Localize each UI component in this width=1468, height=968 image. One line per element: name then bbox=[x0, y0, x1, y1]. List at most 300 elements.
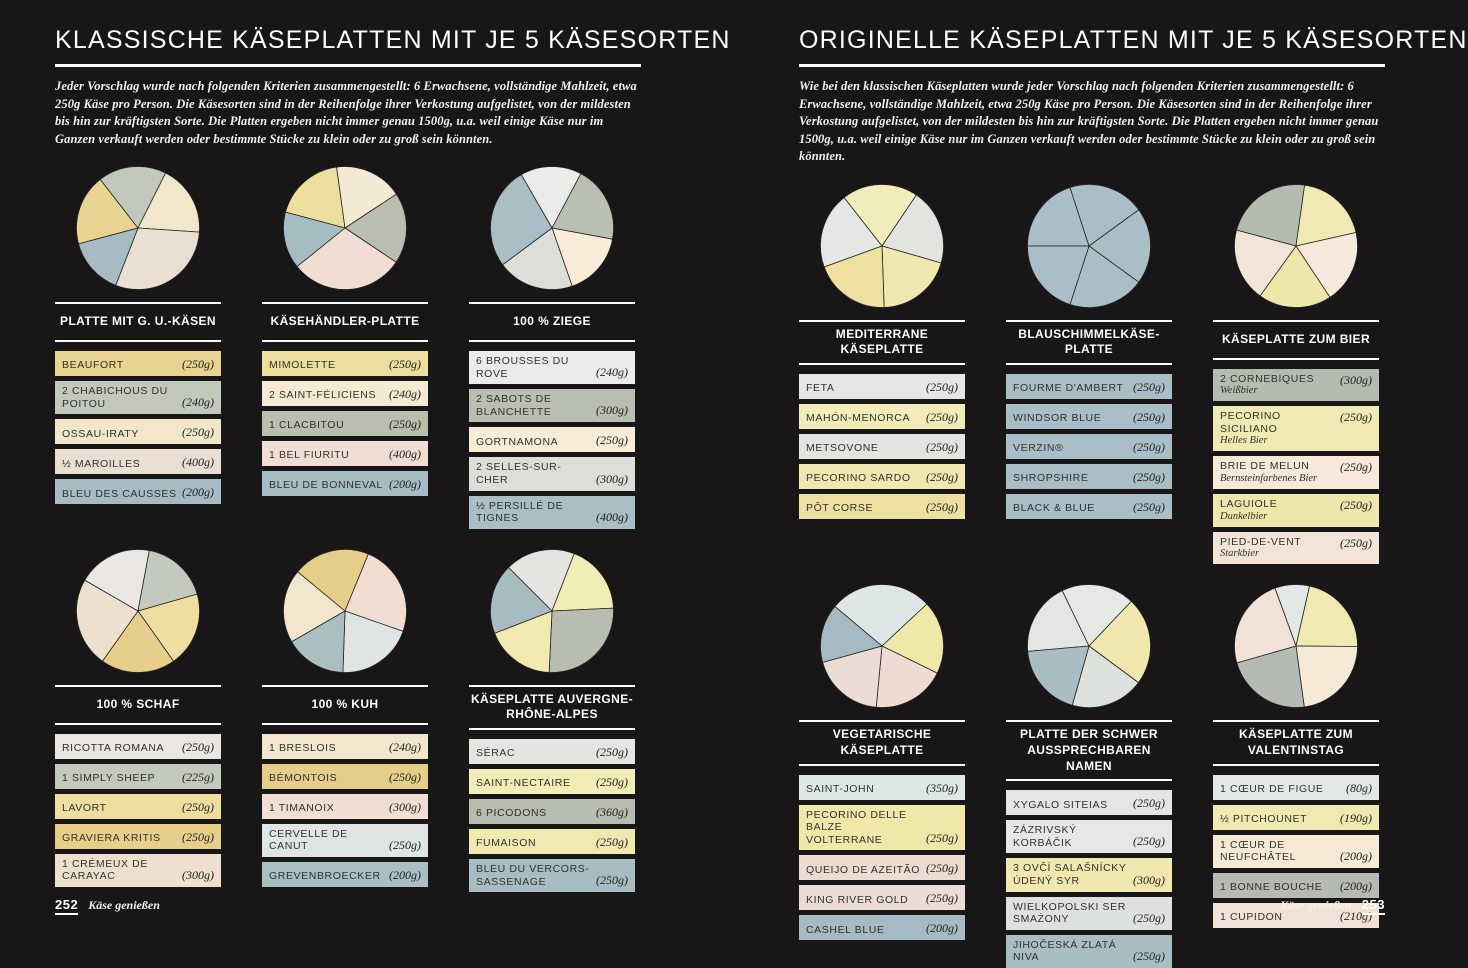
cheese-weight: (210g) bbox=[1340, 908, 1372, 923]
pie-chart bbox=[1006, 178, 1172, 314]
cheese-row-text bbox=[806, 442, 879, 455]
cheese-row-text bbox=[476, 863, 591, 888]
cheese-row-text bbox=[1013, 824, 1128, 849]
cheese-name: CERVELLE DE CANUT bbox=[269, 827, 348, 853]
page-number: 253 bbox=[1362, 897, 1385, 915]
platter-grid bbox=[799, 178, 1385, 968]
cheese-row bbox=[55, 764, 221, 789]
cheese-name: MAHÓN-MENORCA bbox=[806, 412, 911, 425]
platter-title: KÄSEPLATTE ZUM BIER bbox=[1221, 331, 1371, 346]
cheese-row-text bbox=[62, 858, 177, 883]
cheese-row bbox=[1006, 404, 1172, 429]
cheese-name: GREVENBROECKER bbox=[269, 870, 381, 883]
cheese-row-text bbox=[1013, 502, 1095, 515]
pie-chart bbox=[55, 160, 221, 296]
cheese-weight: (200g) bbox=[389, 867, 421, 882]
platter-card bbox=[799, 578, 965, 968]
cheese-weight: (250g) bbox=[182, 829, 214, 844]
cheese-weight: (200g) bbox=[182, 485, 214, 500]
cheese-weight: (250g) bbox=[596, 774, 628, 789]
cheese-row-text bbox=[269, 772, 337, 785]
cheese-name: FUMAISON bbox=[476, 837, 537, 850]
cheese-row-text bbox=[269, 389, 376, 402]
page-title: KLASSISCHE KÄSEPLATTEN MIT JE 5 KÄSESORTEN bbox=[55, 26, 731, 54]
cheese-row-text bbox=[1220, 498, 1277, 523]
cheese-name: QUEIJO DE AZEITÃO bbox=[806, 863, 921, 876]
cheese-name: PECORINO SICILIANO bbox=[1220, 410, 1281, 435]
cheese-row-text bbox=[62, 359, 124, 372]
cheese-row bbox=[799, 915, 965, 940]
cheese-row bbox=[1006, 935, 1172, 968]
platter-title: KÄSEHÄNDLER-PLATTE bbox=[270, 314, 420, 329]
platter-title-block bbox=[1213, 320, 1379, 360]
pie-chart bbox=[799, 178, 965, 314]
cheese-weight: (250g) bbox=[1133, 910, 1165, 925]
cheese-row-text bbox=[806, 382, 834, 395]
cheese-row-text bbox=[62, 742, 164, 755]
cheese-row bbox=[469, 739, 635, 764]
pie-chart bbox=[55, 543, 221, 679]
platter-grid bbox=[55, 160, 641, 892]
cheese-row bbox=[1006, 790, 1172, 815]
cheese-row bbox=[1213, 406, 1379, 451]
cheese-weight: (250g) bbox=[926, 469, 958, 484]
pie-chart bbox=[469, 543, 635, 679]
cheese-row bbox=[469, 351, 635, 384]
cheese-row-text bbox=[269, 479, 383, 492]
cheese-weight: (250g) bbox=[1133, 499, 1165, 514]
cheese-row bbox=[55, 824, 221, 849]
cheese-weight: (300g) bbox=[1133, 872, 1165, 887]
cheese-row-text bbox=[806, 924, 885, 937]
cheese-weight: (250g) bbox=[926, 831, 958, 846]
cheese-row-text bbox=[1013, 901, 1128, 926]
cheese-row bbox=[55, 419, 221, 444]
platter-title-block bbox=[1006, 720, 1172, 781]
cheese-weight: (250g) bbox=[596, 834, 628, 849]
cheese-row bbox=[262, 824, 428, 857]
cheese-row-text bbox=[806, 864, 920, 877]
cheese-weight: (250g) bbox=[389, 357, 421, 371]
book-title: Käse genießen bbox=[88, 898, 160, 912]
cheese-weight: (250g) bbox=[926, 861, 958, 876]
cheese-row-text bbox=[476, 747, 515, 760]
pie-slice bbox=[549, 608, 613, 672]
pie-chart-svg bbox=[1233, 183, 1359, 309]
cheese-row-text bbox=[1220, 881, 1322, 894]
platter-card bbox=[55, 160, 221, 529]
pie-chart-svg bbox=[819, 583, 945, 709]
cheese-row-text bbox=[62, 428, 139, 441]
cheese-row bbox=[55, 734, 221, 759]
cheese-name: BLEU DES CAUSSES bbox=[62, 487, 177, 500]
platter-title: 100 % ZIEGE bbox=[513, 314, 591, 329]
pie-chart-svg bbox=[1233, 583, 1359, 709]
platter-title: 100 % SCHAF bbox=[96, 696, 180, 711]
cheese-row bbox=[55, 381, 221, 414]
platter-title-block bbox=[1006, 320, 1172, 365]
platter-card bbox=[469, 543, 635, 892]
cheese-row bbox=[1213, 456, 1379, 489]
cheese-row bbox=[799, 885, 965, 910]
pie-chart bbox=[1213, 578, 1379, 714]
cheese-weight: (400g) bbox=[182, 455, 214, 470]
pie-chart-svg bbox=[75, 165, 201, 291]
page-number: 252 bbox=[55, 897, 78, 915]
divider-rule bbox=[55, 64, 641, 67]
cheese-name: OSSAU-IRATY bbox=[62, 427, 139, 440]
cheese-row bbox=[469, 829, 635, 854]
cheese-weight: (250g) bbox=[1133, 379, 1165, 394]
cheese-row-text bbox=[1220, 911, 1283, 924]
footer-right bbox=[1280, 897, 1385, 915]
cheese-name: 6 PICODONS bbox=[476, 807, 547, 820]
cheese-row bbox=[799, 855, 965, 880]
cheese-weight: (200g) bbox=[389, 477, 421, 491]
cheese-name: 2 SAINT-FÉLICIENS bbox=[269, 389, 377, 402]
pie-chart bbox=[1213, 178, 1379, 314]
cheese-name: WIELKOPOLSKI SER SMAŻONY bbox=[1013, 900, 1126, 926]
platter-card bbox=[262, 160, 428, 529]
cheese-name: 1 BONNE BOUCHE bbox=[1220, 881, 1323, 894]
cheese-name: ½ PERSILLÉ DE TIGNES bbox=[476, 499, 564, 525]
cheese-row-text bbox=[1220, 460, 1317, 485]
cheese-name: SAINT-JOHN bbox=[806, 782, 875, 795]
cheese-weight: (240g) bbox=[182, 395, 214, 410]
cheese-row-text bbox=[1220, 410, 1335, 447]
pie-chart-svg bbox=[282, 548, 408, 674]
cheese-weight: (300g) bbox=[596, 403, 628, 418]
platter-title-block bbox=[55, 685, 221, 725]
cheese-weight: (250g) bbox=[1133, 469, 1165, 484]
cheese-row bbox=[1006, 820, 1172, 853]
cheese-name: 3 OVČÍ SALAŠNÍCKY ÚDENÝ SYR bbox=[1013, 862, 1127, 887]
platter-card bbox=[262, 543, 428, 892]
cheese-list bbox=[469, 739, 635, 892]
cheese-row bbox=[469, 457, 635, 490]
pie-chart bbox=[469, 160, 635, 296]
cheese-weight: (250g) bbox=[1133, 796, 1165, 811]
cheese-name: PIED-DE-VENT bbox=[1220, 535, 1302, 548]
cheese-weight: (200g) bbox=[926, 921, 958, 936]
cheese-weight: (250g) bbox=[926, 409, 958, 424]
cheese-row bbox=[469, 769, 635, 794]
cheese-row-text bbox=[1220, 373, 1314, 398]
cheese-weight: (200g) bbox=[1340, 848, 1372, 863]
cheese-name: 1 CRÉMEUX DE CARAYAC bbox=[62, 857, 148, 883]
cheese-row-text bbox=[806, 894, 908, 907]
platter-title: 100 % KUH bbox=[311, 696, 379, 711]
cheese-name: 1 CUPIDON bbox=[1220, 911, 1283, 924]
cheese-name: BLEU DE BONNEVAL bbox=[269, 479, 383, 492]
cheese-row bbox=[262, 381, 428, 406]
cheese-name: RICOTTA ROMANA bbox=[62, 742, 165, 755]
cheese-list bbox=[469, 351, 635, 529]
cheese-name: SHROPSHIRE bbox=[1013, 472, 1089, 485]
platter-title-block bbox=[55, 302, 221, 342]
cheese-name: ZÁZRIVSKÝ KORBÁČIK bbox=[1013, 824, 1077, 849]
intro-paragraph: Jeder Vorschlag wurde nach folgenden Kriterien zusammengestellt: 6 Erwachsene, vollständige Mahlzeit, etwa 250g Käse pro Person. Die Käsesorten sind in der Reihenfolge ihrer Verkostung aufgelistet, von der mildesten bis hin zur kräftigsten Sorte. Die Platten ergeben nicht immer genau 1500g, u.a. weil einige Käse nur im Ganzen verkauft werden oder bestimmte Stücke zu klein oder zu groß sein könnten. bbox=[55, 79, 637, 146]
cheese-name: METSOVONE bbox=[806, 442, 879, 455]
platter-title-block bbox=[469, 302, 635, 342]
cheese-weight: (250g) bbox=[926, 379, 958, 394]
cheese-name: LAVORT bbox=[62, 802, 107, 815]
cheese-row-text bbox=[476, 436, 558, 449]
beer-pairing-label: Weißbier bbox=[1220, 385, 1258, 397]
cheese-name: PECORINO DELLE BALZE VOLTERRANE bbox=[806, 808, 907, 846]
cheese-name: GRAVIERA KRITIS bbox=[62, 832, 161, 845]
cheese-row bbox=[1213, 805, 1379, 830]
cheese-row bbox=[1006, 464, 1172, 489]
cheese-weight: (225g) bbox=[182, 769, 214, 784]
cheese-name: 1 CLACBITOU bbox=[269, 419, 345, 432]
cheese-row-text bbox=[476, 355, 591, 380]
platter-title: KÄSEPLATTE AUVERGNE-RHÔNE-ALPES bbox=[470, 691, 633, 722]
cheese-name: BEAUFORT bbox=[62, 359, 124, 372]
pie-chart bbox=[1006, 578, 1172, 714]
cheese-list bbox=[55, 351, 221, 504]
cheese-row bbox=[1213, 873, 1379, 898]
cheese-row bbox=[799, 374, 965, 399]
platter-title: BLAUSCHIMMELKÄSE-PLATTE bbox=[1018, 326, 1160, 357]
cheese-name: SÉRAC bbox=[476, 747, 516, 760]
cheese-row bbox=[55, 794, 221, 819]
cheese-row-text bbox=[1220, 813, 1307, 826]
cheese-list bbox=[1213, 369, 1379, 565]
cheese-weight: (240g) bbox=[389, 739, 421, 754]
cheese-row-text bbox=[269, 742, 336, 755]
cheese-name: 1 TIMANOIX bbox=[269, 802, 335, 815]
cheese-row-text bbox=[62, 802, 107, 815]
cheese-row-text bbox=[62, 772, 155, 785]
cheese-row-text bbox=[1013, 862, 1128, 887]
cheese-row-text bbox=[1013, 412, 1101, 425]
cheese-name: LAGUIOLE bbox=[1220, 498, 1278, 511]
cheese-weight: (250g) bbox=[926, 499, 958, 514]
cheese-row bbox=[262, 441, 428, 466]
platter-title: MEDITERRANE KÄSEPLATTE bbox=[835, 326, 929, 357]
cheese-weight: (250g) bbox=[1340, 460, 1372, 475]
cheese-weight: (250g) bbox=[1133, 948, 1165, 963]
platter-title: KÄSEPLATTE ZUM VALENTINSTAG bbox=[1238, 727, 1354, 757]
cheese-name: BÉMONTOIS bbox=[269, 772, 338, 785]
platter-title: VEGETARISCHE KÄSEPLATTE bbox=[832, 727, 932, 757]
pie-chart-svg bbox=[489, 165, 615, 291]
cheese-name: SAINT-NECTAIRE bbox=[476, 777, 571, 790]
platter-title-block bbox=[262, 302, 428, 342]
pie-chart-svg bbox=[75, 548, 201, 674]
cheese-row bbox=[1213, 369, 1379, 402]
cheese-weight: (250g) bbox=[182, 739, 214, 754]
beer-pairing-label: Starkbier bbox=[1220, 548, 1260, 560]
cheese-name: 1 BRESLOIS bbox=[269, 742, 337, 755]
cheese-row-text bbox=[1220, 783, 1324, 796]
cheese-row bbox=[1213, 835, 1379, 868]
cheese-weight: (250g) bbox=[182, 357, 214, 371]
cheese-name: BLACK & BLUE bbox=[1013, 502, 1095, 515]
cheese-weight: (250g) bbox=[1133, 439, 1165, 454]
cheese-row bbox=[799, 805, 965, 851]
pie-chart bbox=[799, 578, 965, 714]
cheese-row bbox=[262, 411, 428, 436]
cheese-name: 1 CŒUR DE FIGUE bbox=[1220, 782, 1324, 795]
cheese-weight: (250g) bbox=[1133, 409, 1165, 424]
cheese-row-text bbox=[476, 461, 591, 486]
cheese-weight: (80g) bbox=[1346, 780, 1372, 795]
cheese-row bbox=[1213, 775, 1379, 800]
cheese-name: BLEU DU VERCORS-SASSENAGE bbox=[476, 862, 590, 888]
cheese-row bbox=[55, 449, 221, 474]
cheese-row bbox=[799, 434, 965, 459]
platter-card bbox=[1213, 178, 1379, 565]
cheese-row bbox=[55, 351, 221, 376]
cheese-name: 2 CORNEBIQUES bbox=[1220, 372, 1315, 385]
platter-title-block bbox=[799, 320, 965, 365]
beer-pairing-label: Helles Bier bbox=[1220, 435, 1268, 447]
cheese-row-text bbox=[269, 828, 384, 853]
cheese-list bbox=[1006, 790, 1172, 968]
cheese-weight: (250g) bbox=[596, 873, 628, 888]
cheese-row bbox=[469, 496, 635, 529]
cheese-weight: (250g) bbox=[389, 837, 421, 852]
cheese-name: 1 SIMPLY SHEEP bbox=[62, 772, 156, 785]
pie-chart bbox=[262, 160, 428, 296]
cheese-name: 2 SABOTS DE BLANCHETTE bbox=[476, 393, 552, 418]
cheese-weight: (190g) bbox=[1340, 810, 1372, 825]
cheese-row bbox=[799, 464, 965, 489]
cheese-weight: (250g) bbox=[182, 799, 214, 814]
cheese-name: JIHOČESKÁ ZLATÁ NIVA bbox=[1013, 938, 1117, 964]
cheese-row-text bbox=[1013, 472, 1088, 485]
cheese-row bbox=[1213, 532, 1379, 565]
cheese-row-text bbox=[1013, 939, 1128, 964]
cheese-name: FETA bbox=[806, 382, 835, 395]
cheese-name: ½ MAROILLES bbox=[62, 457, 141, 470]
cheese-weight: (400g) bbox=[596, 509, 628, 524]
cheese-row bbox=[799, 775, 965, 800]
intro-paragraph: Wie bei den klassischen Käseplatten wurde jeder Vorschlag nach folgenden Kriterien zusammengestellt: 6 Erwachsene, vollständige Mahlzeit, etwa 250g Käse pro Person. Die Käsesorten sind in der Reihenfolge ihrer Verkostung aufgelistet, von der mildesten bis hin zur kräftigsten Sorte. Die Platten ergeben nicht immer genau 1500g, u.a. weil einige Käse nur im Ganzen verkauft werden oder bestimmte Stücke zu klein oder zu groß sein könnten. bbox=[799, 79, 1379, 163]
cheese-weight: (250g) bbox=[1133, 834, 1165, 849]
cheese-row-text bbox=[1013, 799, 1108, 812]
cheese-weight: (240g) bbox=[596, 365, 628, 380]
cheese-name: 6 BROUSSES DU ROVE bbox=[476, 355, 569, 380]
cheese-weight: (250g) bbox=[1340, 410, 1372, 425]
footer-left bbox=[55, 897, 160, 915]
beer-pairing-label: Bernsteinfarbenes Bier bbox=[1220, 473, 1318, 484]
cheese-name: 2 SELLES-SUR-CHER bbox=[476, 461, 562, 486]
cheese-row bbox=[262, 794, 428, 819]
pie-chart bbox=[262, 543, 428, 679]
cheese-weight: (300g) bbox=[182, 867, 214, 882]
cheese-row-text bbox=[806, 502, 873, 515]
cheese-row-text bbox=[1220, 839, 1335, 864]
pie-chart-svg bbox=[819, 183, 945, 309]
cheese-row-text bbox=[1013, 382, 1124, 395]
cheese-row-text bbox=[62, 488, 177, 501]
cheese-row bbox=[262, 764, 428, 789]
cheese-list bbox=[262, 351, 428, 496]
cheese-name: KING RIVER GOLD bbox=[806, 893, 909, 906]
cheese-row-text bbox=[62, 458, 140, 471]
cheese-weight: (250g) bbox=[926, 891, 958, 906]
cheese-row bbox=[1006, 858, 1172, 891]
cheese-row bbox=[469, 799, 635, 824]
cheese-name: FOURME D'AMBERT bbox=[1013, 382, 1124, 395]
pie-chart-svg bbox=[1026, 583, 1152, 709]
cheese-row-text bbox=[269, 419, 344, 432]
platter-card bbox=[469, 160, 635, 529]
cheese-row bbox=[469, 389, 635, 422]
cheese-row-text bbox=[269, 359, 336, 372]
cheese-row bbox=[262, 862, 428, 887]
cheese-list bbox=[262, 734, 428, 887]
page-title: ORIGINELLE KÄSEPLATTEN MIT JE 5 KÄSESORTEN bbox=[799, 26, 1468, 54]
platter-title-block bbox=[1213, 720, 1379, 765]
cheese-weight: (250g) bbox=[1340, 498, 1372, 513]
cheese-weight: (300g) bbox=[389, 799, 421, 814]
cheese-row-text bbox=[1013, 442, 1063, 455]
cheese-row-text bbox=[476, 500, 591, 525]
cheese-weight: (250g) bbox=[389, 417, 421, 431]
cheese-row-text bbox=[269, 802, 334, 815]
platter-card bbox=[55, 543, 221, 892]
platter-title-block bbox=[262, 685, 428, 725]
cheese-row-text bbox=[806, 412, 910, 425]
cheese-weight: (250g) bbox=[596, 433, 628, 448]
cheese-weight: (250g) bbox=[389, 769, 421, 784]
cheese-name: BRIE DE MELUN bbox=[1220, 460, 1310, 473]
cheese-name: GORTNAMONA bbox=[476, 435, 559, 448]
platter-card bbox=[1006, 578, 1172, 968]
cheese-list bbox=[799, 374, 965, 519]
cheese-row bbox=[262, 471, 428, 496]
cheese-list bbox=[55, 734, 221, 887]
cheese-row bbox=[55, 854, 221, 887]
cheese-list bbox=[799, 775, 965, 941]
cheese-name: MIMOLETTE bbox=[269, 359, 336, 372]
cheese-row-text bbox=[62, 832, 161, 845]
pie-chart-svg bbox=[282, 165, 408, 291]
platter-title: PLATTE DER SCHWER AUSSPRECHBAREN NAMEN bbox=[1020, 727, 1158, 773]
cheese-row bbox=[1006, 374, 1172, 399]
pie-chart-svg bbox=[489, 548, 615, 674]
cheese-weight: (240g) bbox=[389, 387, 421, 401]
cheese-name: XYGALO SITEIAS bbox=[1013, 798, 1108, 811]
cheese-row bbox=[262, 734, 428, 759]
page-left bbox=[55, 26, 731, 892]
pie-slice bbox=[1296, 646, 1358, 707]
cheese-row-text bbox=[269, 449, 349, 462]
cheese-row-text bbox=[269, 870, 381, 883]
cheese-name: PÔT CORSE bbox=[806, 502, 874, 515]
cheese-row bbox=[262, 351, 428, 376]
cheese-row-text bbox=[476, 807, 547, 820]
cheese-weight: (360g) bbox=[596, 804, 628, 819]
cheese-weight: (250g) bbox=[926, 439, 958, 454]
cheese-name: CASHEL BLUE bbox=[806, 923, 885, 936]
cheese-row bbox=[469, 859, 635, 892]
divider-rule bbox=[799, 64, 1385, 67]
book-title: Käse genießen bbox=[1280, 898, 1352, 912]
cheese-weight: (250g) bbox=[1340, 535, 1372, 550]
platter-title-block bbox=[799, 720, 965, 765]
platter-card bbox=[799, 178, 965, 565]
cheese-row-text bbox=[806, 472, 911, 485]
cheese-row-text bbox=[476, 837, 536, 850]
cheese-weight: (300g) bbox=[596, 471, 628, 486]
cheese-weight: (250g) bbox=[182, 425, 214, 440]
cheese-row-text bbox=[476, 393, 591, 418]
